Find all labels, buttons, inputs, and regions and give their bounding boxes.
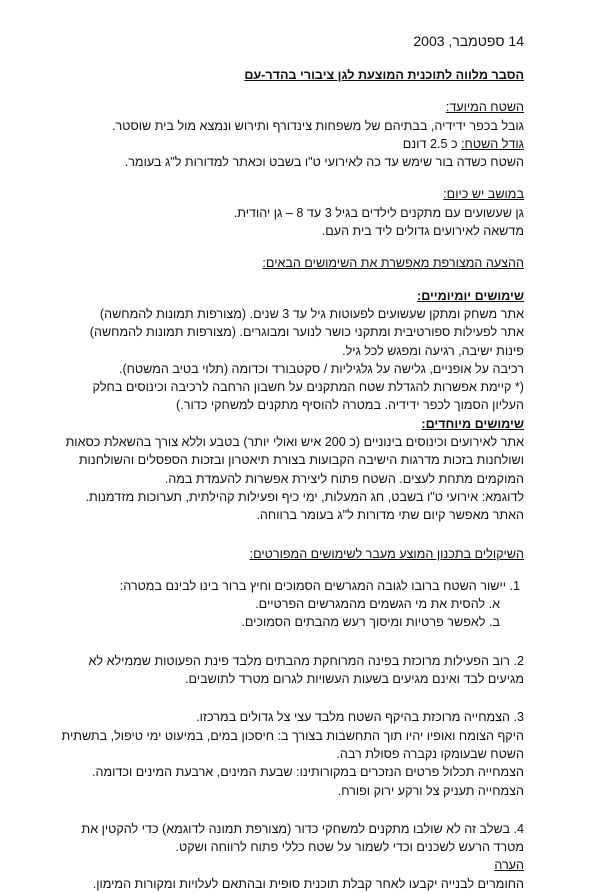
daily-use-line: אתר משחק ומתקן שעשועים לפעוטות גיל עד 3 שנים. (מצורפות תמונות להמחשה) xyxy=(99,306,524,321)
consideration-2-line: מגיעים לבד ואינם מגיעים בשעות העשויות לגרום מטרד לתושבים. xyxy=(185,672,524,687)
consideration-3-line: השטח שבעומקו נקברה פסולת רבה. xyxy=(336,746,524,761)
special-use-line: ושולחנות בזכות מדרגות הישיבה הקבועות בצורת תיאטרון ובזכות הספסלים והשולחנות xyxy=(78,453,524,468)
area-size-value: כ 2.5 דונם xyxy=(402,136,462,151)
document-title: הסבר מלווה לתוכנית המוצעת לגן ציבורי בהדר-עם xyxy=(244,68,524,82)
daily-use-line: אתר לפעילות ספורטיבית ומתקני כושר לנוער ומבוגרים. (מצורפות תמונות להמחשה) xyxy=(89,325,524,340)
area-line-usage: השטח כשדה בור שימש עד כה לאירועי ט"ו בשבט וכאתר למדורות ל"ג בעומר. xyxy=(124,155,524,170)
special-uses-heading: שימושים מיוחדים: xyxy=(421,416,524,431)
area-size-label: גודל השטח: xyxy=(461,136,524,151)
proposal-heading: ההצעה המצורפת מאפשרת את השימושים הבאים: xyxy=(262,256,524,271)
consideration-4-line: מטרד הרעש לשכנים וכדי לשמור על שטח כללי פתוח לרווחה ושקט. xyxy=(175,840,524,855)
special-use-line: אתר לאירועים וכינוסים בינוניים (כ 200 איש ואולי יותר) בטבע וללא צורך בהשאלת כסאות xyxy=(65,435,524,450)
consideration-3-line: הצמחייה תכלול פרטים הנזכרים במקורותינו: שבעת המינים, ארבעת המינים וכדומה. xyxy=(92,765,524,780)
special-use-line: המוקמים מתחת לעצים. השטח פתוח ליצירת אפשרות להעמדת במה. xyxy=(164,471,524,486)
consideration-1-b: ב. לאפשר פרטיות ומיסוך רעש מהבתים הסמוכים. xyxy=(241,615,500,630)
consideration-1: 1. יישור השטח ברובו לגובה המגרשים הסמוכים וחיץ ברור בינו לבינם במטרה: xyxy=(119,578,520,593)
daily-use-line: פינות ישיבה, רגיעה ומפגש לכל גיל. xyxy=(342,343,524,358)
consideration-3-line: הצמחייה תעניק צל ורקע ירוק ופורח. xyxy=(337,783,524,798)
existing-line-playground: גן שעשועים עם מתקנים לילדים בגיל 3 עד 8 – גן יהודית. xyxy=(233,205,524,220)
consideration-3-line: 3. הצמחייה מרוכזת בהיקף השטח מלבד עצי צל גדולים במרכזו. xyxy=(196,710,524,725)
document-body xyxy=(44,66,524,893)
document-date: 14 ספטמבר, 2003 xyxy=(413,33,524,49)
consideration-1-a: א. להסית את מי הגשמים מהמגרשים הפרטיים. xyxy=(255,597,500,612)
daily-use-line: (* קיימת אפשרות להגדלת שטח המתקנים על חשבון הרחבה לרכיבה וכינוסים בחלק xyxy=(92,380,524,395)
daily-use-line: רכיבה על אופניים, גלישה על גלגיליות / סקטבורד וכדומה (תלוי בטיב המשטח). xyxy=(118,361,524,376)
existing-heading: במושב יש כיום: xyxy=(443,187,524,202)
special-use-line: לדוגמא: אירועי ט"ו בשבט, חג המעלות, ימי כיף ופעילות קהילתית, תערוכות מזדמנות. xyxy=(85,489,524,504)
consideration-4-line: 4. בשלב זה לא שולבו מתקנים למשחקי כדור (מצורפת תמונה לדוגמא) כדי להקטין את xyxy=(81,821,524,836)
daily-use-line: העליון הסמוך לכפר ידידיה. במטרה להוסיף מתקנים למשחקי כדור.) xyxy=(176,398,524,413)
note-heading: הערה xyxy=(494,858,524,873)
area-heading: השטח המיועד: xyxy=(445,100,524,115)
consideration-2-line: 2. רוב הפעילות מרוכזת בפינה המרוחקת מהבתים מלבד פינת הפעוטות שממילא לא xyxy=(88,653,524,668)
daily-uses-heading: שימושים יומיומיים: xyxy=(417,288,524,303)
considerations-heading: השיקולים בתכנון המוצע מעבר לשימושים המפורטים: xyxy=(249,546,524,561)
special-use-line: האתר מאפשר קיום שתי מדורות ל"ג בעומר ברווחה. xyxy=(256,508,524,523)
existing-line-lawn: מדשאה לאירועים גדולים ליד בית העם. xyxy=(321,224,524,239)
area-line-location: גובל בכפר ידידיה, בבתיהם של משפחות צינדורף ותירוש ונמצא מול בית שוסטר. xyxy=(112,118,524,133)
consideration-3-line: היקף הצומח ואופיו יהיו תוך התחשבות בצורך ב: חיסכון במים, במיעוט ימי טיפול, בתשתית xyxy=(61,728,524,743)
note-line: החומרים לבנייה יקבעו לאחר קבלת תוכנית סופית ובהתאם לעלויות ומקורות המימון. xyxy=(92,876,524,891)
area-size-line xyxy=(44,135,524,153)
